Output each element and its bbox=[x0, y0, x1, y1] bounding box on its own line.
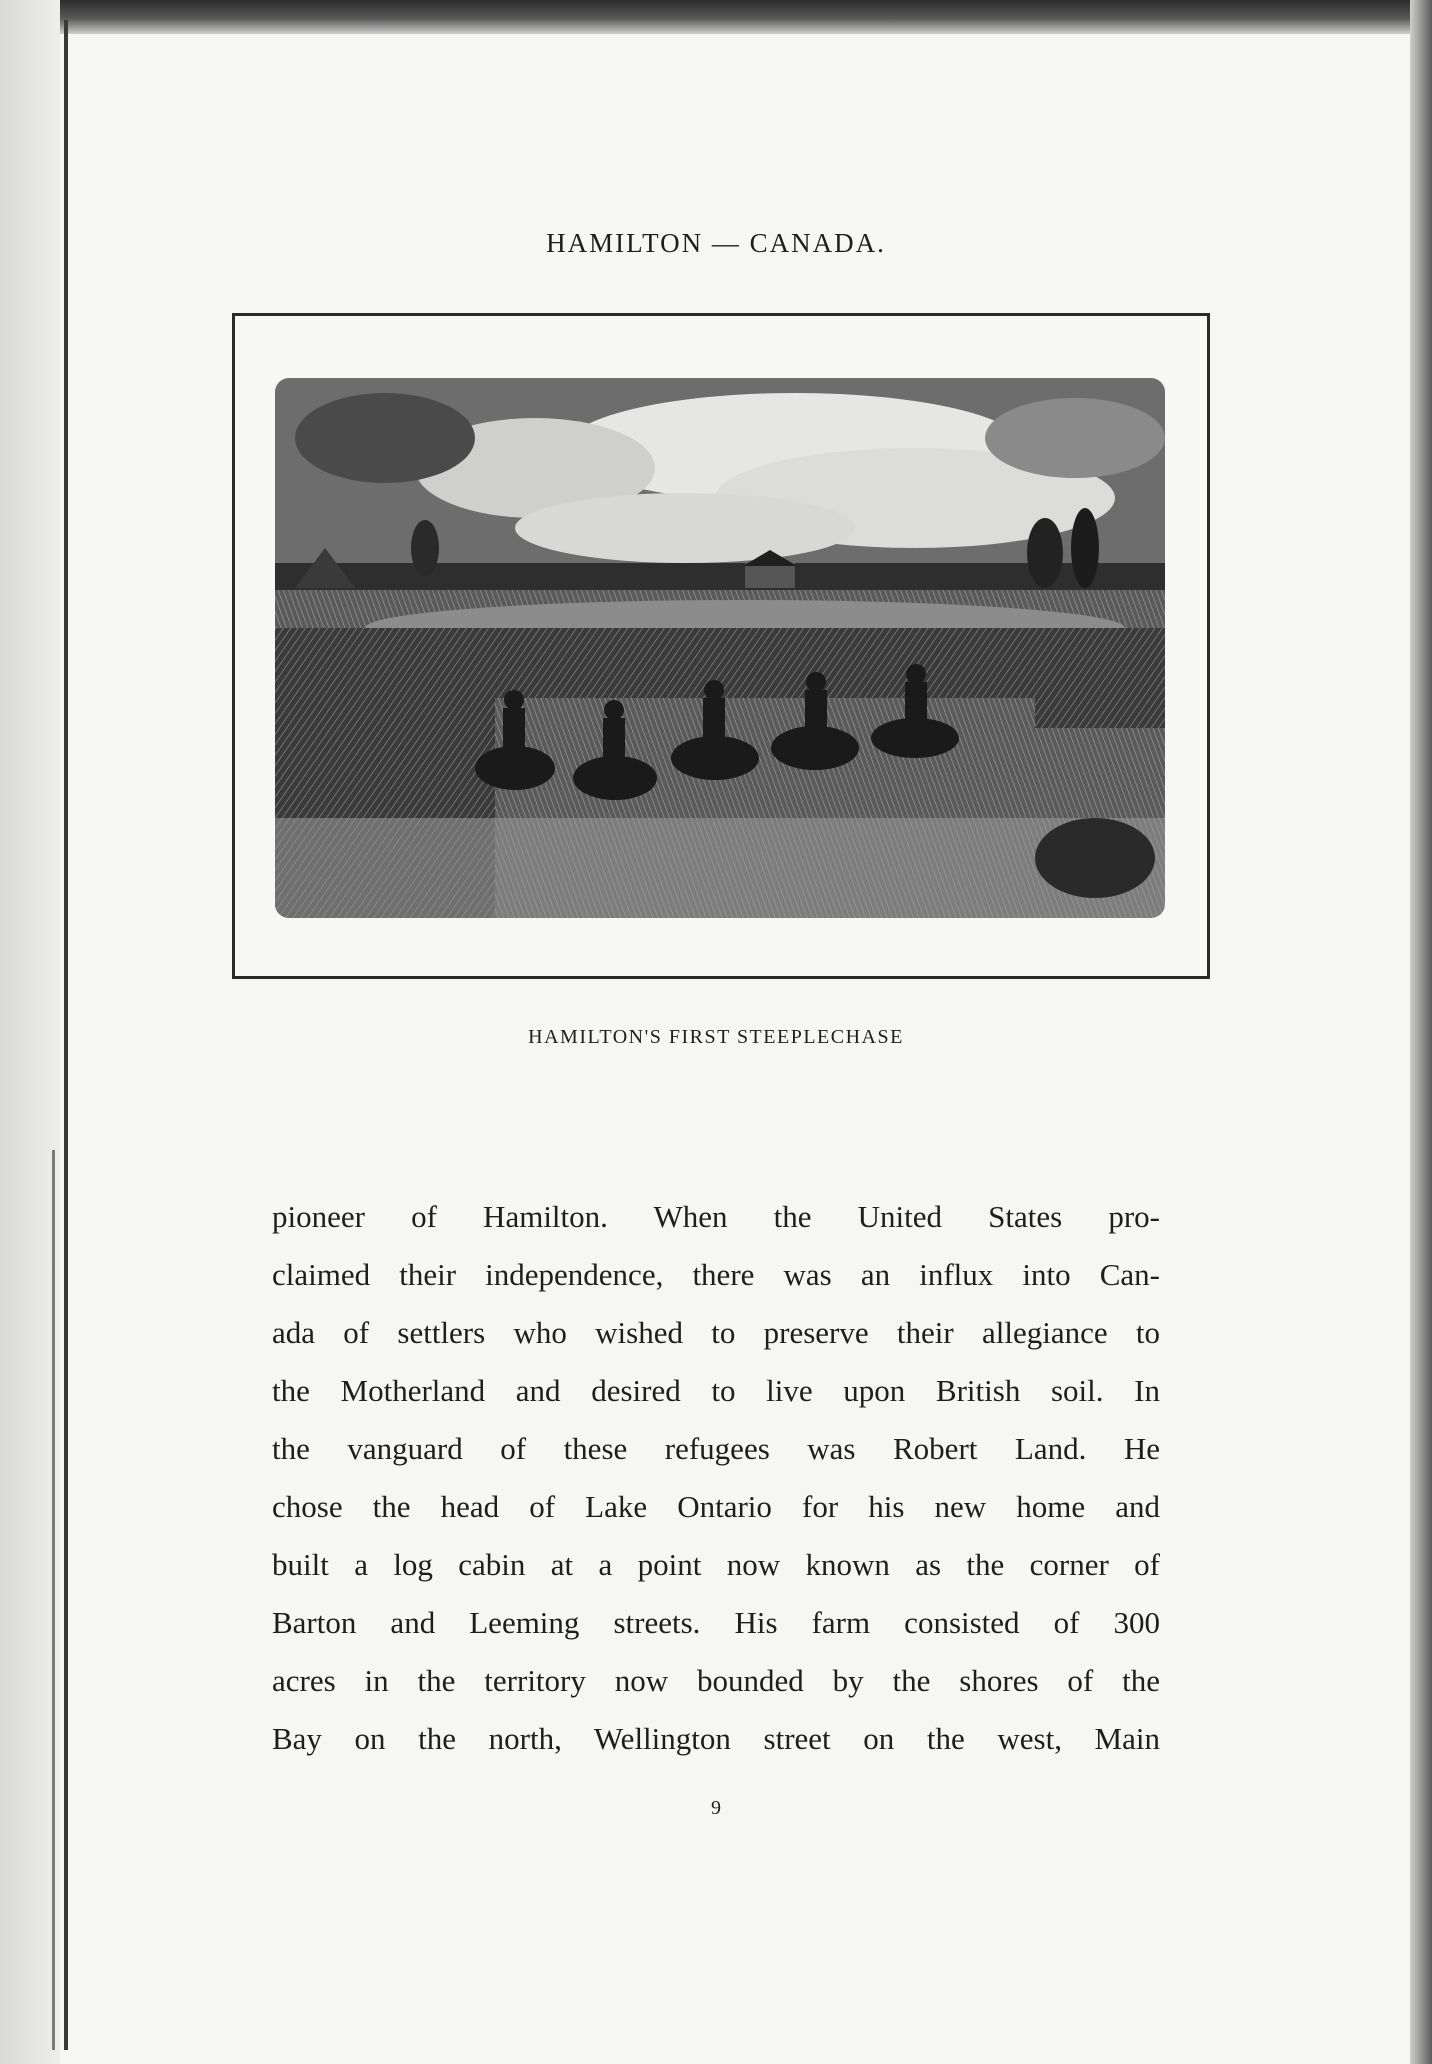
body-line: pioneer of Hamilton. When the United States pro- bbox=[272, 1199, 1160, 1234]
illustration-plate bbox=[232, 313, 1210, 979]
binding-gutter-shadow bbox=[52, 1150, 55, 2050]
body-line: Barton and Leeming streets. His farm consisted of 300 bbox=[272, 1605, 1160, 1640]
body-text bbox=[272, 1188, 1160, 1768]
body-line: ada of settlers who wished to preserve their allegiance to bbox=[272, 1315, 1160, 1350]
page-number: 9 bbox=[711, 1797, 721, 1819]
illustration-caption: HAMILTON'S FIRST STEEPLECHASE bbox=[528, 1026, 904, 1048]
running-head: HAMILTON — CANADA. bbox=[546, 228, 886, 258]
body-line: Bay on the north, Wellington street on the west, Main bbox=[272, 1721, 1160, 1756]
body-line: the vanguard of these refugees was Robert Land. He bbox=[272, 1431, 1160, 1466]
body-line: claimed their independence, there was an influx into Can- bbox=[272, 1257, 1160, 1292]
scan-top-edge bbox=[0, 0, 1432, 34]
body-line: the Motherland and desired to live upon British soil. In bbox=[272, 1373, 1160, 1408]
body-line: acres in the territory now bounded by the shores of the bbox=[272, 1663, 1160, 1698]
body-line: built a log cabin at a point now known as the corner of bbox=[272, 1547, 1160, 1582]
body-line: chose the head of Lake Ontario for his new home and bbox=[272, 1489, 1160, 1524]
steeplechase-engraving bbox=[275, 378, 1165, 918]
